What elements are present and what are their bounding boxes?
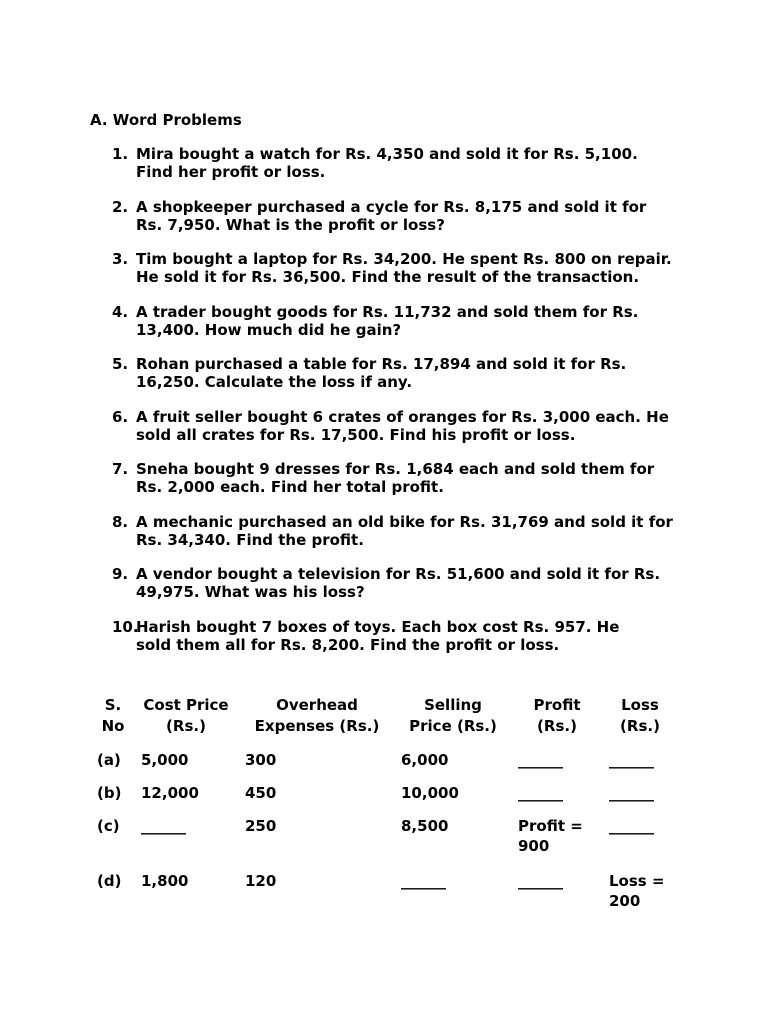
column-header-sno: S. No bbox=[101, 696, 125, 735]
problem-text: A shopkeeper purchased a cycle for Rs. 8,175 and sold it for Rs. 7,950. What is the profit or loss? bbox=[136, 198, 647, 234]
table-cell: 300 bbox=[245, 751, 277, 769]
table-cell: 250 bbox=[245, 817, 277, 835]
problem-text: A mechanic purchased an old bike for Rs. 31,769 and sold it for Rs. 34,340. Find the profit. bbox=[136, 513, 673, 549]
problem-number: 10. bbox=[112, 618, 139, 636]
table-cell: 1,800 bbox=[141, 872, 189, 890]
column-header-profit: Profit (Rs.) bbox=[533, 696, 581, 735]
table-cell: 5,000 bbox=[141, 751, 189, 769]
problem-text: A vendor bought a television for Rs. 51,600 and sold it for Rs. 49,975. What was his loss? bbox=[136, 565, 661, 601]
table-cell: (b) bbox=[97, 784, 122, 802]
table-cell: ______ bbox=[609, 751, 654, 769]
table-cell: (d) bbox=[97, 872, 122, 890]
problem-text: Mira bought a watch for Rs. 4,350 and sold it for Rs. 5,100. Find her profit or loss. bbox=[136, 145, 638, 181]
table-cell: 8,500 bbox=[401, 817, 449, 835]
column-header-loss: Loss (Rs.) bbox=[620, 696, 660, 735]
problem-number: 2. bbox=[112, 198, 129, 216]
problem-text: Tim bought a laptop for Rs. 34,200. He spent Rs. 800 on repair. He sold it for Rs. 36,500. Find the result of the transaction. bbox=[136, 250, 672, 286]
problem-number: 3. bbox=[112, 250, 129, 268]
table-cell: 10,000 bbox=[401, 784, 459, 802]
table-cell: Loss = 200 bbox=[609, 872, 665, 910]
column-header-overhead: Overhead Expenses (Rs.) bbox=[254, 696, 380, 735]
problem-number: 5. bbox=[112, 355, 129, 373]
table-cell: 12,000 bbox=[141, 784, 199, 802]
table-cell: (a) bbox=[97, 751, 121, 769]
column-header-selling-price: Selling Price (Rs.) bbox=[409, 696, 497, 735]
table-cell: 120 bbox=[245, 872, 277, 890]
problem-text: A fruit seller bought 6 crates of oranges for Rs. 3,000 each. He sold all crates for Rs. 17,500. Find his profit or loss. bbox=[136, 408, 669, 444]
table-cell: Profit = 900 bbox=[518, 817, 583, 855]
problem-text: Harish bought 7 boxes of toys. Each box cost Rs. 957. He sold them all for Rs. 8,200. Find the profit or loss. bbox=[136, 618, 620, 654]
table-cell: (c) bbox=[97, 817, 120, 835]
table-cell: ______ bbox=[141, 817, 186, 835]
table-cell: 450 bbox=[245, 784, 277, 802]
problem-number: 1. bbox=[112, 145, 129, 163]
problem-text: A trader bought goods for Rs. 11,732 and sold them for Rs. 13,400. How much did he gain? bbox=[136, 303, 639, 339]
problem-number: 7. bbox=[112, 460, 129, 478]
table-cell: ______ bbox=[609, 784, 654, 802]
problem-number: 4. bbox=[112, 303, 129, 321]
column-header-cost-price: Cost Price (Rs.) bbox=[143, 696, 229, 735]
section-title: A. Word Problems bbox=[90, 111, 242, 129]
table-cell: ______ bbox=[518, 872, 563, 890]
problem-number: 8. bbox=[112, 513, 129, 531]
table-cell: ______ bbox=[518, 784, 563, 802]
table-cell: ______ bbox=[609, 817, 654, 835]
problem-text: Sneha bought 9 dresses for Rs. 1,684 each and sold them for Rs. 2,000 each. Find her total profit. bbox=[136, 460, 655, 496]
problem-text: Rohan purchased a table for Rs. 17,894 and sold it for Rs. 16,250. Calculate the loss if any. bbox=[136, 355, 627, 391]
table-cell: ______ bbox=[518, 751, 563, 769]
table-cell: ______ bbox=[401, 872, 446, 890]
table-cell: 6,000 bbox=[401, 751, 449, 769]
problem-number: 6. bbox=[112, 408, 129, 426]
problem-number: 9. bbox=[112, 565, 129, 583]
